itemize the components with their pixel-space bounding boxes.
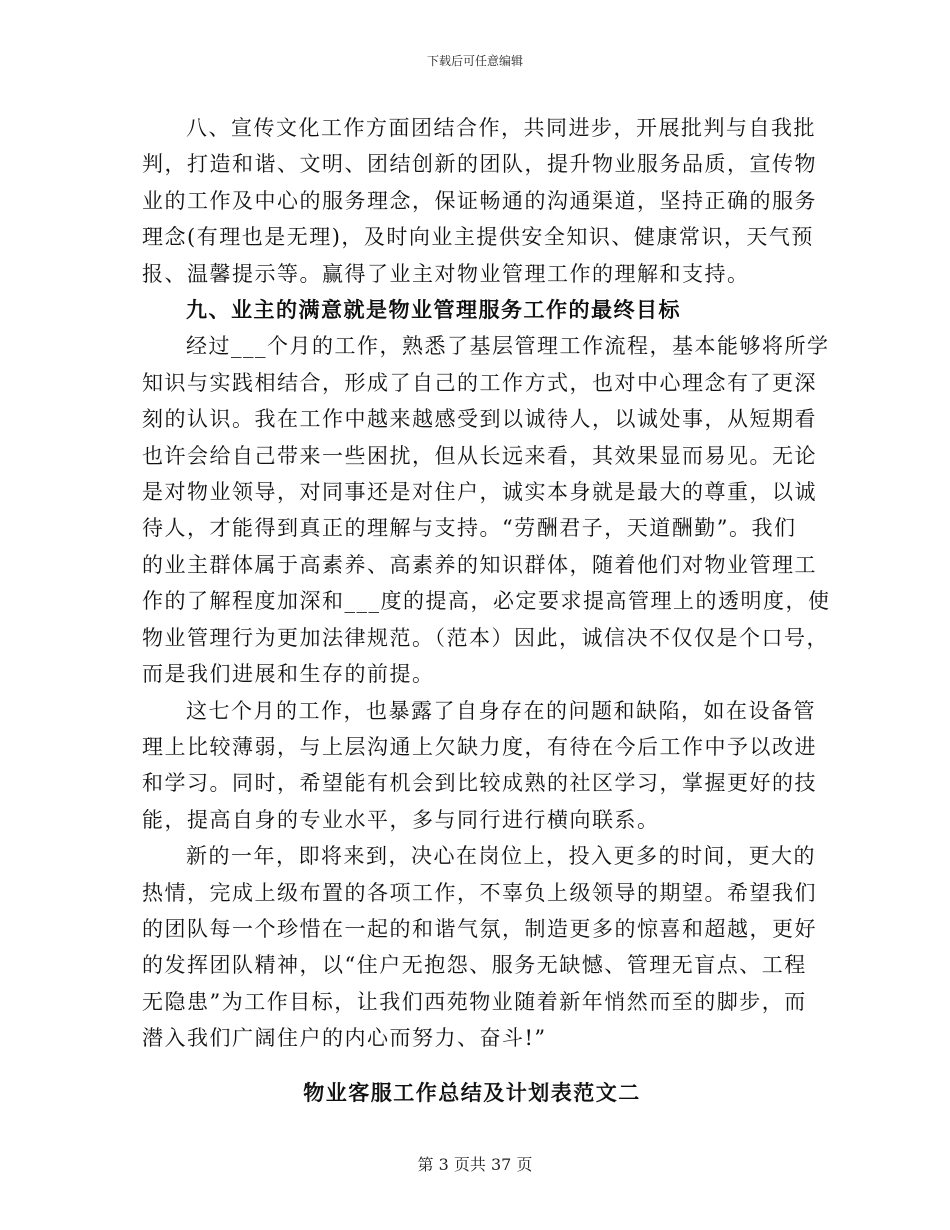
- text-line: 的发挥团队精神，以“住户无抱怨、服务无缺憾、管理无盲点、工程: [142, 953, 807, 978]
- text-line: 这七个月的工作，也暴露了自身存在的问题和缺陷，如在设备管: [186, 698, 816, 723]
- text-line: 能，提高自身的专业水平，多与同行进行横向联系。: [142, 807, 660, 832]
- text-line: 业的工作及中心的服务理念，保证畅通的沟通渠道，坚持正确的服务: [142, 188, 817, 213]
- page-header: 下载后可任意编辑: [426, 54, 523, 68]
- text-line: 潜入我们广阔住户的内心而努力、奋斗!”: [142, 1026, 547, 1051]
- text-line: 八、宣传文化工作方面团结合作，共同进步，开展批判与自我批: [186, 116, 816, 140]
- text-line: 待人，才能得到真正的理解与支持。“劳酬君子，天道酬勤”。我们: [142, 516, 797, 541]
- text-line: 判，打造和谐、文明、团结创新的团队，提升物业服务品质，宣传物: [142, 152, 817, 177]
- text-line: 刻的认识。我在工作中越来越感受到以诚待人，以诚处事，从短期看: [142, 407, 817, 432]
- text-line: 也许会给自己带来一些困扰，但从长远来看，其效果显而易见。无论: [142, 443, 817, 468]
- section-title-sample-two: 物业客服工作总结及计划表范文二: [303, 1081, 641, 1105]
- text-line: 无隐患”为工作目标，让我们西苑物业随着新年悄然而至的脚步，而: [142, 989, 807, 1014]
- text-line: 报、温馨提示等。赢得了业主对物业管理工作的理解和支持。: [142, 261, 750, 286]
- page-footer: 第 3 页共 37 页: [417, 1155, 533, 1174]
- text-line: 知识与实践相结合，形成了自己的工作方式，也对中心理念有了更深: [142, 370, 817, 395]
- text-line: 理念(有理也是无理)，及时向业主提供安全知识、健康常识，天气预: [142, 225, 814, 250]
- text-line: 经过___个月的工作，熟悉了基层管理工作流程，基本能够将所学: [186, 334, 830, 359]
- text-line: 新的一年，即将来到，决心在岗位上，投入更多的时间，更大的: [186, 844, 816, 869]
- text-line: 物业管理行为更加法律规范。（范本）因此，诚信决不仅仅是个口号，: [142, 625, 829, 650]
- text-line: 热情，完成上级布置的各项工作，不辜负上级领导的期望。希望我们: [142, 880, 817, 905]
- text-line: 作的了解程度加深和___度的提高，必定要求提高管理上的透明度，使: [142, 589, 831, 614]
- text-line: 而是我们进展和生存的前提。: [142, 662, 435, 687]
- section-heading-9: 九、业主的满意就是物业管理服务工作的最终目标: [186, 298, 681, 323]
- text-line: 是对物业领导，对同事还是对住户，诚实本身就是最大的尊重，以诚: [142, 480, 817, 505]
- text-line: 的团队每一个珍惜在一起的和谐气氛，制造更多的惊喜和超越，更好: [142, 916, 817, 941]
- text-line: 理上比较薄弱，与上层沟通上欠缺力度，有待在今后工作中予以改进: [142, 734, 817, 759]
- text-line: 和学习。同时，希望能有机会到比较成熟的社区学习，掌握更好的技: [142, 771, 817, 796]
- paragraph-section-8: [142, 110, 817, 292]
- paragraph-section-9a: [142, 328, 831, 692]
- text-line: 的业主群体属于高素养、高素养的知识群体，随着他们对物业管理工: [142, 552, 817, 577]
- paragraph-section-9c: [142, 838, 817, 1056]
- document-body: [142, 110, 831, 1057]
- paragraph-section-9b: [142, 693, 817, 839]
